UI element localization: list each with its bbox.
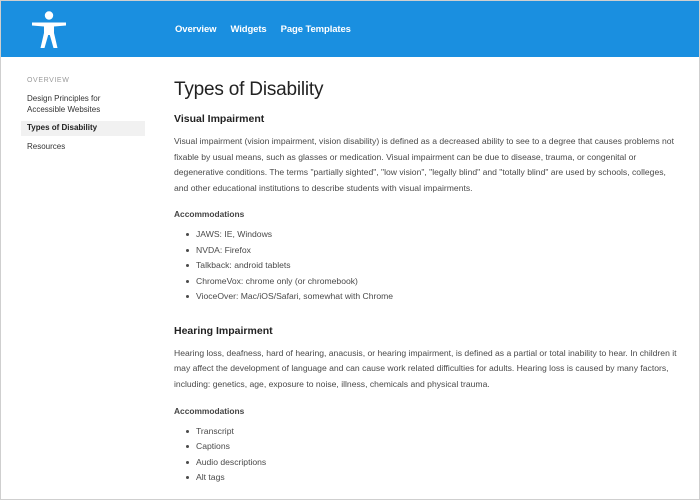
section-paragraph: Visual impairment (vision impairment, vision disability) is defined as a decreased ability to see to a degree that causes problems not fixable by usual means, such as glasses or medication. Visual impairment can be due to disease, trauma, or congenital or degenerative conditions. The terms "partially sighted", "low vision", "legally blind" and "totally blind" are used by schools, colleges, and other educational institutions to describe students with visual impairments.	[174, 136, 674, 193]
accommodations-list	[186, 227, 679, 305]
nav-page-templates[interactable]: Page Templates	[280, 23, 351, 35]
section-title: Visual Impairment	[174, 113, 265, 125]
main-content	[174, 79, 679, 486]
list-item: ChromeVox: chrome only (or chromebook)	[186, 274, 679, 290]
accommodations-title: Accommodations	[174, 405, 245, 416]
section-hearing-impairment	[174, 325, 679, 486]
list-item: JAWS: IE, Windows	[186, 227, 679, 243]
sidebar	[21, 77, 145, 158]
sidebar-item-resources[interactable]: Resources	[27, 141, 66, 151]
sidebar-heading: OVERVIEW	[27, 77, 70, 84]
list-item: Transcript	[186, 424, 679, 440]
accommodations-list	[186, 424, 679, 486]
list-item: NVDA: Firefox	[186, 243, 679, 259]
list-item: Captions	[186, 439, 679, 455]
accommodations-title: Accommodations	[174, 209, 245, 220]
nav-overview[interactable]: Overview	[175, 23, 217, 35]
list-item: VioceOver: Mac/iOS/Safari, somewhat with Chrome	[186, 289, 679, 305]
list-item: Talkback: android tablets	[186, 258, 679, 274]
accessibility-person-icon[interactable]	[29, 10, 69, 50]
section-paragraph: Hearing loss, deafness, hard of hearing, anacusis, or hearing impairment, is defined as a partial or total inability to hear. In children it may affect the development of language and can cause work related difficulties for adults. Hearing loss is caused by many factors, including: genetics, age, exposure to noise, illness, chemicals and physical trauma.	[174, 347, 677, 390]
list-item: Alt tags	[186, 470, 679, 486]
section-visual-impairment	[174, 113, 679, 305]
section-title: Hearing Impairment	[174, 324, 273, 337]
site-header	[1, 1, 699, 57]
nav-widgets[interactable]: Widgets	[230, 23, 267, 35]
sidebar-item-design-principles[interactable]: Design Principles for Accessible Websites	[27, 94, 101, 114]
sidebar-item-types-of-disability[interactable]: Types of Disability	[21, 121, 145, 136]
top-nav	[175, 1, 365, 57]
list-item: Audio descriptions	[186, 455, 679, 471]
page-title: Types of Disability	[174, 79, 324, 100]
